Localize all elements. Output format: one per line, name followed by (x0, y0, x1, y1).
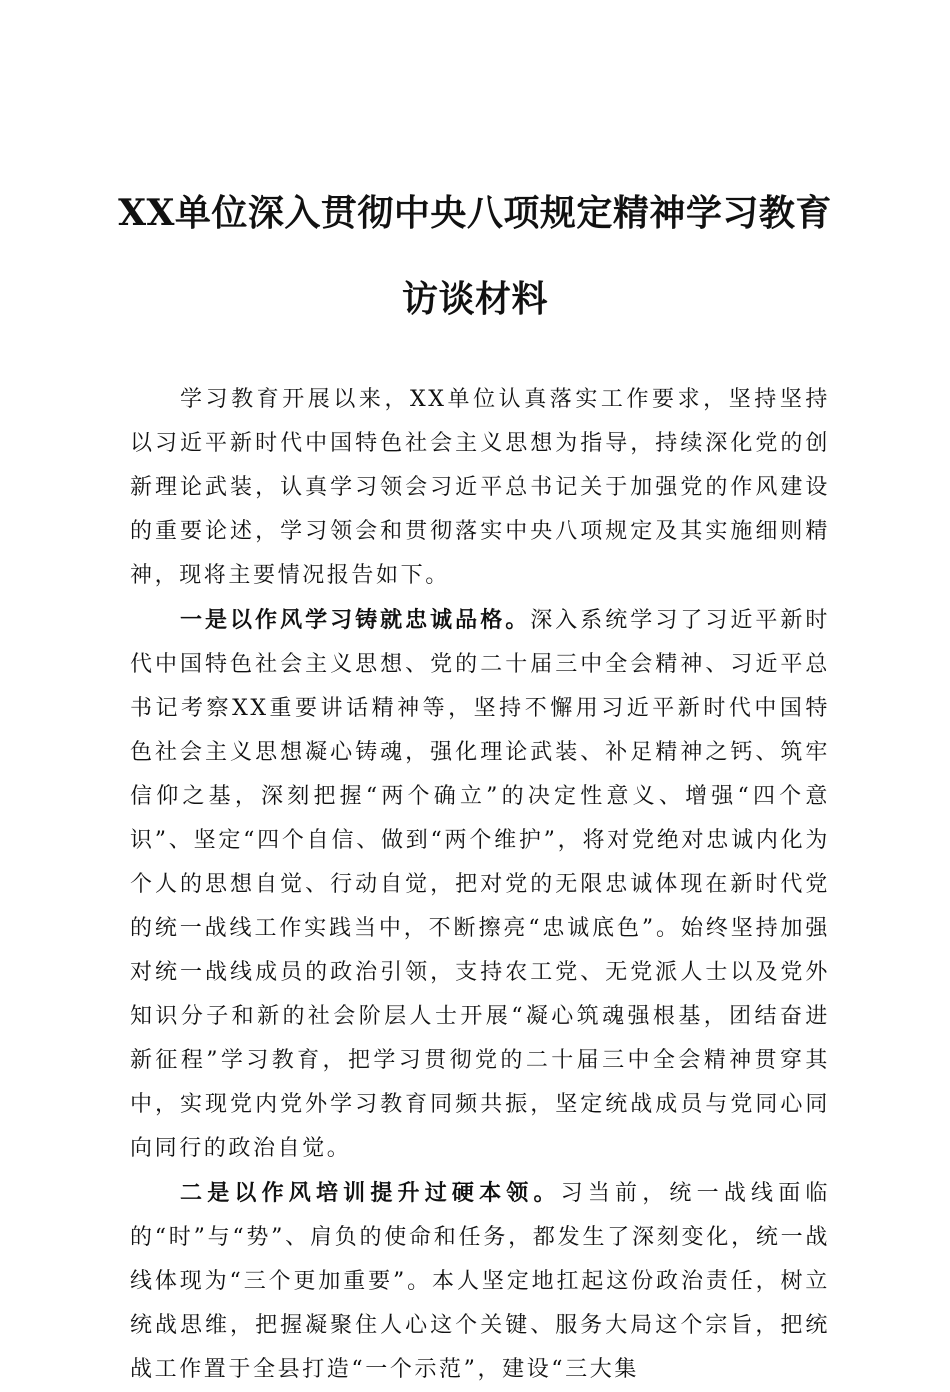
section-1-text: 深入系统学习了习近平新时代中国特色社会主义思想、党的二十届三中全会精神、习近平总书记考察XX重要讲话精神等，坚持不懈用习近平新时代中国特色社会主义思想凝心铸魂，强化理论武装、补足精神之钙、筑牢信仰之基，深刻把握“两个确立”的决定性意义、增强“四个意识”、坚定“四个自信、做到“两个维护”，将对党绝对忠诚内化为个人的思想自觉、行动自觉，把对党的无限忠诚体现在新时代党的统一战线工作实践当中，不断擦亮“忠诚底色”。始终坚持加强对统一战线成员的政治引领，支持农工党、无党派人士以及党外知识分子和新的社会阶层人士开展“凝心筑魂强根基，团结奋进新征程”学习教育，把学习贯彻党的二十届三中全会精神贯穿其中，实现党内党外学习教育同频共振，坚定统战成员与党同心同向同行的政治自觉。 (130, 608, 831, 1161)
intro-paragraph: 学习教育开展以来，XX单位认真落实工作要求，坚持坚持以习近平新时代中国特色社会主义思想为指导，持续深化党的创新理论武装，认真学习领会习近平总书记关于加强党的作风建设的重要论述，学习领会和贯彻落实中央八项规定及其实施细则精神，现将主要情况报告如下。 (130, 387, 830, 588)
title-line-1: XX单位深入贯彻中央八项规定精神学习教育 (118, 192, 832, 234)
section-1-heading: 一是以作风学习铸就忠诚品格。 (180, 607, 531, 633)
section-1-paragraph (130, 598, 830, 1171)
section-2-heading: 二是以作风培训提升过硬本领。 (180, 1180, 561, 1206)
document-title (60, 190, 890, 322)
document-body (130, 378, 830, 1392)
section-2-paragraph (130, 1171, 830, 1392)
title-line-2: 访谈材料 (401, 278, 548, 320)
section-2-text: 习当前，统一战线面临的“时”与“势”、肩负的使命和任务，都发生了深刻变化，统一战线体现为“三个更加重要”。本人坚定地扛起这份政治责任，树立统战思维，把握凝聚住人心这个关键、服务大局这个宗旨，把统战工作置于全县打造“一个示范”，建设“三大集 (130, 1181, 830, 1382)
